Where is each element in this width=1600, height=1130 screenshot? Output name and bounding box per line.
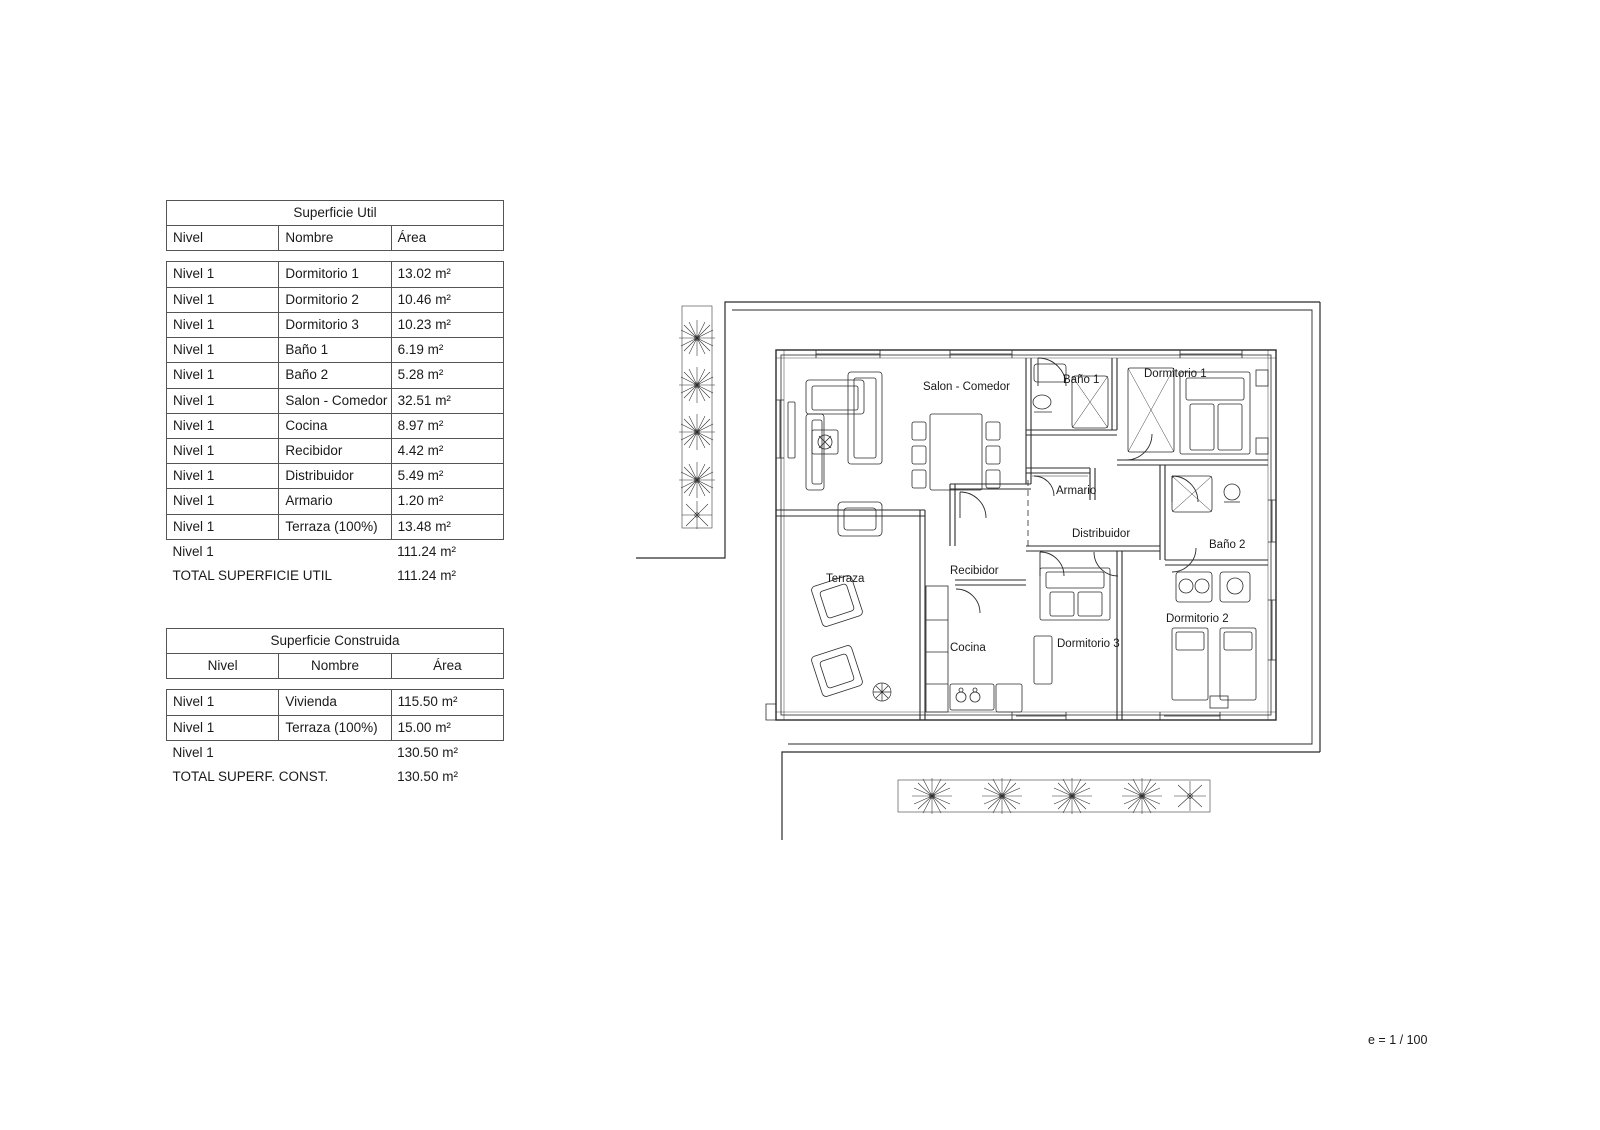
vegetation-bottom [898,778,1210,814]
scale-note: e = 1 / 100 [1368,1033,1428,1047]
room-label-recibidor: Recibidor [950,565,999,577]
room-label-terraza: Terraza [826,573,865,585]
table-title-row [167,201,504,226]
cell-nivel: Nivel 1 [167,514,279,539]
subtotal-nombre [279,539,391,564]
total-area: 130.50 m² [397,769,458,785]
header-nivel: Nivel [167,226,279,251]
table-row [167,363,504,388]
cell-nivel: Nivel 1 [167,262,279,287]
cell-nivel: Nivel 1 [167,464,279,489]
cell-area: 5.28 m² [391,363,503,388]
table-util [166,200,504,588]
subtotal-nombre [279,740,391,765]
furniture-bedroom-3 [1034,568,1110,684]
cell-nombre: Cocina [279,413,391,438]
table-row [167,690,504,715]
table-row [167,338,504,363]
header-nivel: Nivel [167,654,279,679]
plot-boundary-inner [732,310,1312,744]
cell-area: 1.20 m² [391,489,503,514]
table-title: Superficie Util [167,201,504,226]
cell-area: 4.42 m² [391,438,503,463]
table-row [167,489,504,514]
header-area: Área [391,654,503,679]
cell-nivel: Nivel 1 [167,413,279,438]
table-subtotal-row [167,539,504,564]
cell-area: 13.48 m² [391,514,503,539]
cell-nombre: Recibidor [279,438,391,463]
vegetation-left [679,306,715,529]
superficie-util-table [166,200,504,588]
table-row [167,438,504,463]
table-row [167,514,504,539]
total-area: 111.24 m² [397,568,456,584]
table-row [167,413,504,438]
subtotal-nivel: Nivel 1 [167,539,279,564]
cell-nivel: Nivel 1 [167,312,279,337]
subtotal-area: 111.24 m² [391,539,503,564]
table-total-row [167,765,504,789]
cell-nivel: Nivel 1 [167,690,279,715]
cell-nombre: Vivienda [279,690,391,715]
cell-area: 10.23 m² [391,312,503,337]
cell-nombre: Baño 1 [279,338,391,363]
cell-area: 8.97 m² [391,413,503,438]
table-spacer [167,251,504,262]
furniture-living-room [788,372,1000,536]
cell-nombre: Salon - Comedor [279,388,391,413]
cell-nivel: Nivel 1 [167,715,279,740]
table-title-row [167,629,504,654]
room-label-distribuidor: Distribuidor [1072,528,1131,540]
cell-nombre: Dormitorio 2 [279,287,391,312]
cell-nivel: Nivel 1 [167,338,279,363]
table-row [167,262,504,287]
cell-area: 6.19 m² [391,338,503,363]
cell-nombre: Distribuidor [279,464,391,489]
table-subtotal-row [167,740,504,765]
cell-nivel: Nivel 1 [167,438,279,463]
cell-nombre: Dormitorio 1 [279,262,391,287]
cell-nombre: Armario [279,489,391,514]
room-label-dormitorio-2: Dormitorio 2 [1166,613,1229,625]
table-row [167,464,504,489]
table-row [167,287,504,312]
room-label-armario: Armario [1056,485,1097,497]
cell-nombre: Dormitorio 3 [279,312,391,337]
furniture-bedroom-2 [1172,628,1256,708]
header-nombre: Nombre [279,226,391,251]
table-header-row [167,226,504,251]
cell-nombre: Terraza (100%) [279,514,391,539]
cell-nombre: Baño 2 [279,363,391,388]
header-nombre: Nombre [279,654,391,679]
room-label-cocina: Cocina [950,642,986,654]
table-total-row [167,564,504,588]
cell-nombre: Terraza (100%) [279,715,391,740]
table-title: Superficie Construida [167,629,504,654]
total-label: TOTAL SUPERF. CONST. [172,769,329,785]
table-construida [166,628,504,789]
table-row [167,388,504,413]
cell-area: 115.50 m² [391,690,503,715]
cell-area: 10.46 m² [391,287,503,312]
cell-nivel: Nivel 1 [167,363,279,388]
table-header-row [167,654,504,679]
cell-nivel: Nivel 1 [167,287,279,312]
furniture-bedroom-1 [1128,368,1268,454]
cell-area: 15.00 m² [391,715,503,740]
superficie-construida-table [166,628,504,789]
room-label-dormitorio-1: Dormitorio 1 [1144,368,1207,380]
room-label-salon-comedor: Salon - Comedor [923,381,1010,393]
room-label-bano-1: Baño 1 [1063,374,1100,386]
subtotal-area: 130.50 m² [391,740,503,765]
cell-nivel: Nivel 1 [167,489,279,514]
room-label-dormitorio-3: Dormitorio 3 [1057,638,1120,650]
cell-area: 5.49 m² [391,464,503,489]
cell-area: 32.51 m² [391,388,503,413]
cell-area: 13.02 m² [391,262,503,287]
total-label: TOTAL SUPERFICIE UTIL [172,568,333,584]
room-label-bano-2: Baño 2 [1209,539,1246,551]
table-row [167,715,504,740]
cell-nivel: Nivel 1 [167,388,279,413]
table-spacer [167,679,504,690]
floor-plan [620,280,1360,860]
table-row [167,312,504,337]
subtotal-nivel: Nivel 1 [167,740,279,765]
header-area: Área [391,226,503,251]
plant-icon [873,683,891,701]
